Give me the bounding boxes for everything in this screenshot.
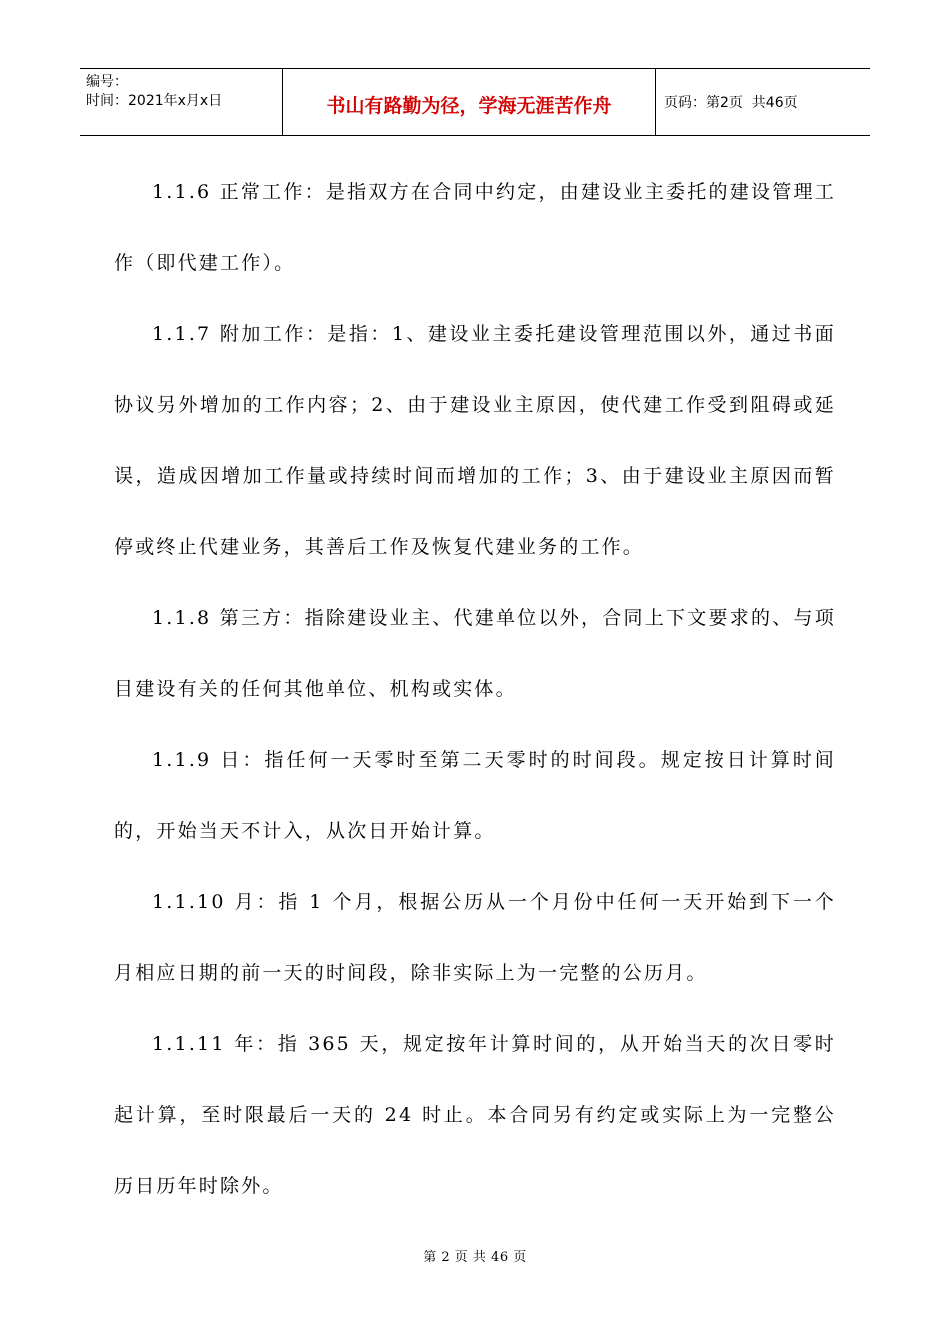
header-page-info [656,69,870,135]
header-page-text: 页码：第2页 共46页 [664,95,798,111]
header-meta [80,69,283,135]
clause-1-1-7: 1.1.7 附加工作：是指：1、建设业主委托建设管理范围以外，通过书面协议另外增加的工作内容；2、由于建设业主原因，使代建工作受到阻碍或延误，造成因增加工作量或持续时间而增加的工作；3、由于建设业主原因而暂停或终止代建业务，其善后工作及恢复代建业务的工作。 [114,323,836,558]
header-motto: 书山有路勤为径，学海无涯苦作舟 [283,69,656,135]
document-date: 时间：2021年x月x日 [86,93,223,109]
clause-1-1-6: 1.1.6 正常工作：是指双方在合同中约定，由建设业主委托的建设管理工作（即代建工作）。 [114,181,836,274]
footer-page-number: 第 2 页 共 46 页 [423,1250,527,1265]
clause-1-1-8: 1.1.8 第三方：指除建设业主、代建单位以外，合同上下文要求的、与项目建设有关的任何其他单位、机构或实体。 [114,607,836,700]
page-header [80,68,870,136]
page-footer [0,1246,950,1265]
document-number-label: 编号： [86,74,128,90]
clause-1-1-11: 1.1.11 年：指 365 天，规定按年计算时间的，从开始当天的次日零时起计算，至时限最后一天的 24 时止。本合同另有约定或实际上为一完整公历日历年时除外。 [114,1033,836,1197]
document-body [114,157,836,1222]
clause-1-1-9: 1.1.9 日：指任何一天零时至第二天零时的时间段。规定按日计算时间的，开始当天不计入，从次日开始计算。 [114,749,836,842]
clause-1-1-10: 1.1.10 月：指 1 个月，根据公历从一个月份中任何一天开始到下一个月相应日期的前一天的时间段，除非实际上为一完整的公历月。 [114,891,836,984]
